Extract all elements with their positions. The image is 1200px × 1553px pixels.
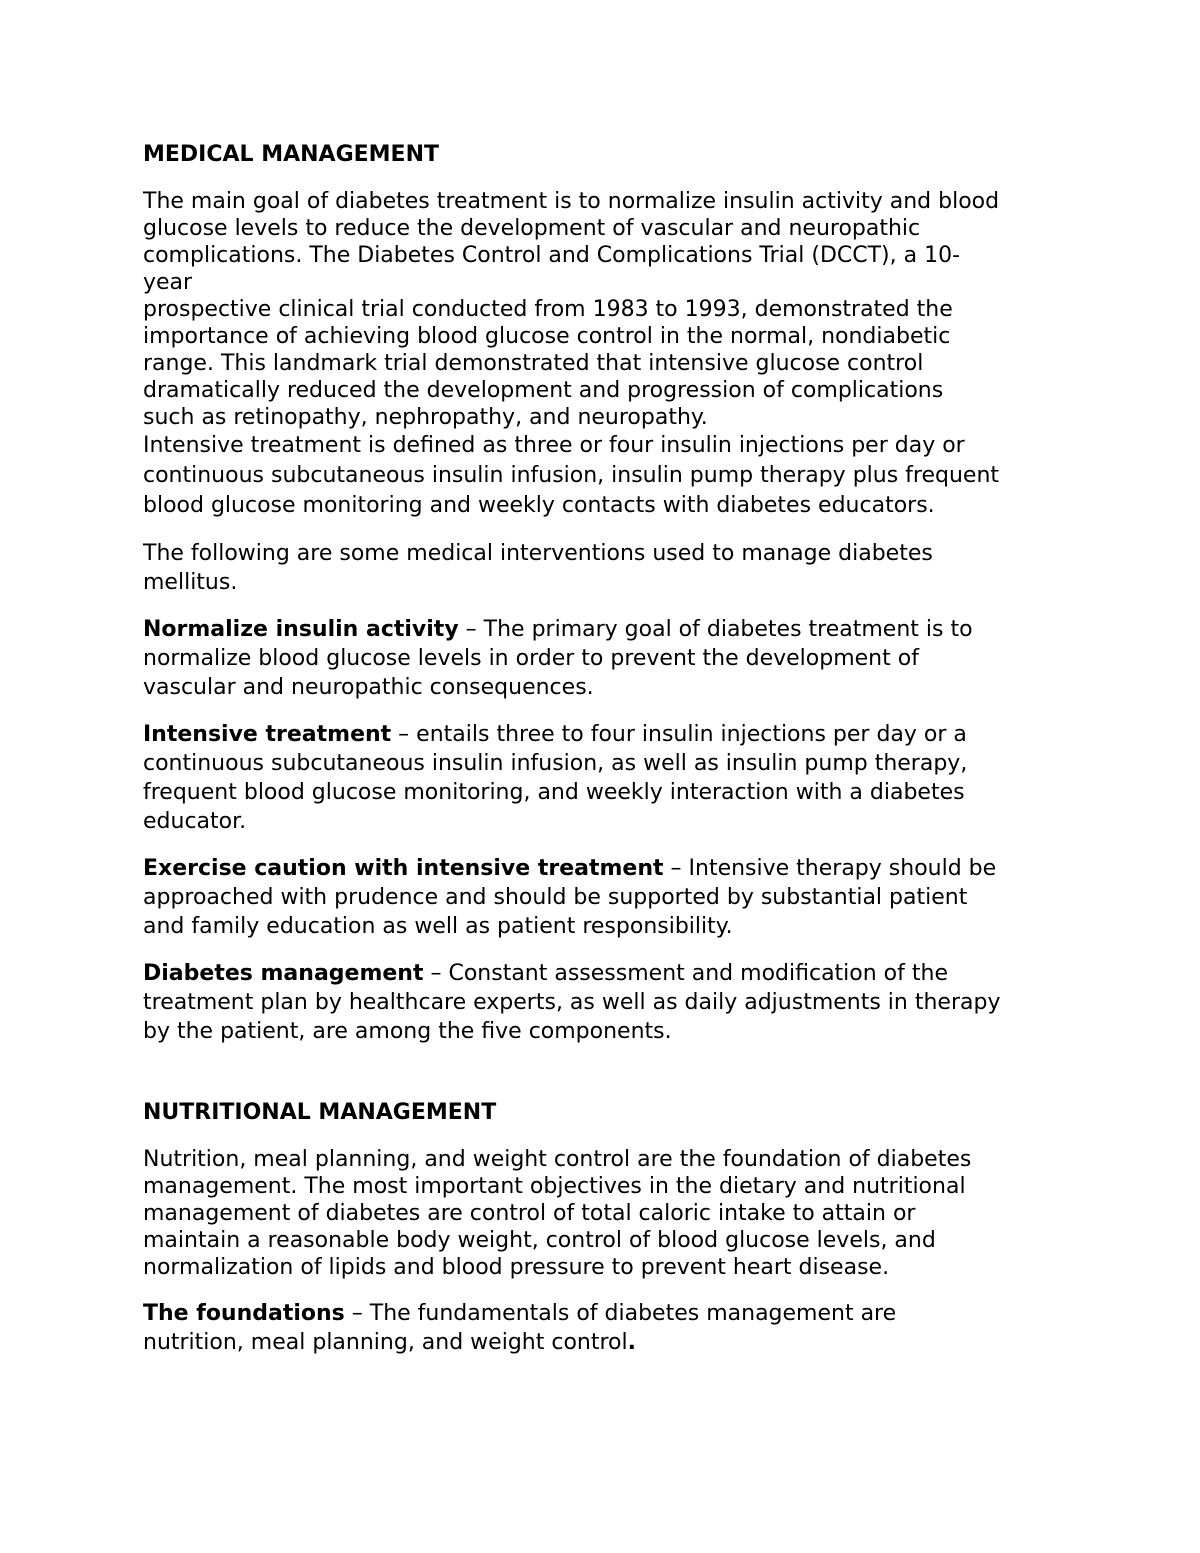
intervention-diabetes-management — [143, 959, 1083, 1046]
spacer — [143, 597, 1083, 615]
spacer — [143, 1046, 1083, 1098]
nutritional-intro-paragraph — [143, 1146, 1083, 1281]
text-line: range. This landmark trial demonstrated that intensive glucose control — [143, 351, 924, 376]
text-line: treatment plan by healthcare experts, as well as daily adjustments in therapy — [143, 990, 1001, 1015]
intervention-description: – entails three to four insulin injections per day or a — [391, 722, 967, 747]
medical-intro-paragraph — [143, 188, 1083, 431]
text-line: management of diabetes are control of total caloric intake to attain or — [143, 1201, 916, 1226]
text-line: blood glucose monitoring and weekly contacts with diabetes educators. — [143, 493, 935, 518]
intervention-exercise-caution — [143, 854, 1083, 941]
intervention-term: Normalize insulin activity — [143, 617, 459, 642]
spacer — [143, 836, 1083, 854]
spacer — [143, 1281, 1083, 1299]
text-line — [143, 854, 1083, 883]
intervention-term: Diabetes management — [143, 961, 424, 986]
document-page — [143, 140, 1083, 1357]
text-line: The main goal of diabetes treatment is to normalize insulin activity and blood — [143, 189, 1000, 214]
intensive-definition-paragraph — [143, 431, 1083, 521]
text-line — [143, 615, 1083, 644]
text-line: importance of achieving blood glucose control in the normal, nondiabetic — [143, 324, 951, 349]
intervention-term: Intensive treatment — [143, 722, 392, 747]
following-paragraph — [143, 539, 1083, 597]
text-line — [143, 720, 1083, 749]
text-line: vascular and neuropathic consequences. — [143, 675, 594, 700]
intervention-description: – Intensive therapy should be — [663, 856, 997, 881]
foundations-paragraph — [143, 1299, 1083, 1357]
spacer — [143, 521, 1083, 539]
intervention-description: – The primary goal of diabetes treatment is to — [458, 617, 973, 642]
text-line: and family education as well as patient responsibility. — [143, 914, 733, 939]
text-line: normalization of lipids and blood pressure to prevent heart disease. — [143, 1255, 890, 1280]
medical-management-heading: MEDICAL MANAGEMENT — [143, 142, 440, 167]
text-line: by the patient, are among the five components. — [143, 1019, 672, 1044]
text-line — [143, 959, 1083, 988]
text-line: prospective clinical trial conducted from 1983 to 1993, demonstrated the — [143, 297, 953, 322]
foundations-description-end: nutrition, meal planning, and weight control — [143, 1330, 628, 1355]
text-line: continuous subcutaneous insulin infusion, insulin pump therapy plus frequent — [143, 463, 1000, 488]
text-line: glucose levels to reduce the development of vascular and neuropathic — [143, 216, 921, 241]
intervention-normalize-insulin — [143, 615, 1083, 702]
text-line: Nutrition, meal planning, and weight control are the foundation of diabetes — [143, 1147, 972, 1172]
text-line: such as retinopathy, nephropathy, and neuropathy. — [143, 405, 708, 430]
text-line — [143, 1299, 1083, 1328]
text-line: The following are some medical interventions used to manage diabetes — [143, 541, 933, 566]
nutritional-management-heading: NUTRITIONAL MANAGEMENT — [143, 1100, 497, 1125]
text-line: continuous subcutaneous insulin infusion, as well as insulin pump therapy, — [143, 751, 968, 776]
text-line: educator. — [143, 809, 247, 834]
intervention-intensive-treatment — [143, 720, 1083, 836]
intervention-term: Exercise caution with intensive treatment — [143, 856, 664, 881]
text-line: mellitus. — [143, 570, 238, 595]
text-line: management. The most important objectives in the dietary and nutritional — [143, 1174, 966, 1199]
foundations-term: The foundations — [143, 1301, 345, 1326]
text-line — [143, 1328, 1083, 1357]
foundations-bold-period: . — [627, 1330, 636, 1355]
spacer — [143, 702, 1083, 720]
spacer — [143, 941, 1083, 959]
text-line: Intensive treatment is defined as three or four insulin injections per day or — [143, 433, 965, 458]
text-line: dramatically reduced the development and progression of complications — [143, 378, 944, 403]
text-line: approached with prudence and should be supported by substantial patient — [143, 885, 968, 910]
text-line: year — [143, 270, 193, 295]
text-line: maintain a reasonable body weight, control of blood glucose levels, and — [143, 1228, 936, 1253]
text-line: normalize blood glucose levels in order to prevent the development of — [143, 646, 919, 671]
foundations-description: – The fundamentals of diabetes management are — [344, 1301, 897, 1326]
intervention-description: – Constant assessment and modification of the — [423, 961, 948, 986]
text-line: complications. The Diabetes Control and Complications Trial (DCCT), a 10- — [143, 243, 961, 268]
text-line: frequent blood glucose monitoring, and weekly interaction with a diabetes — [143, 780, 965, 805]
